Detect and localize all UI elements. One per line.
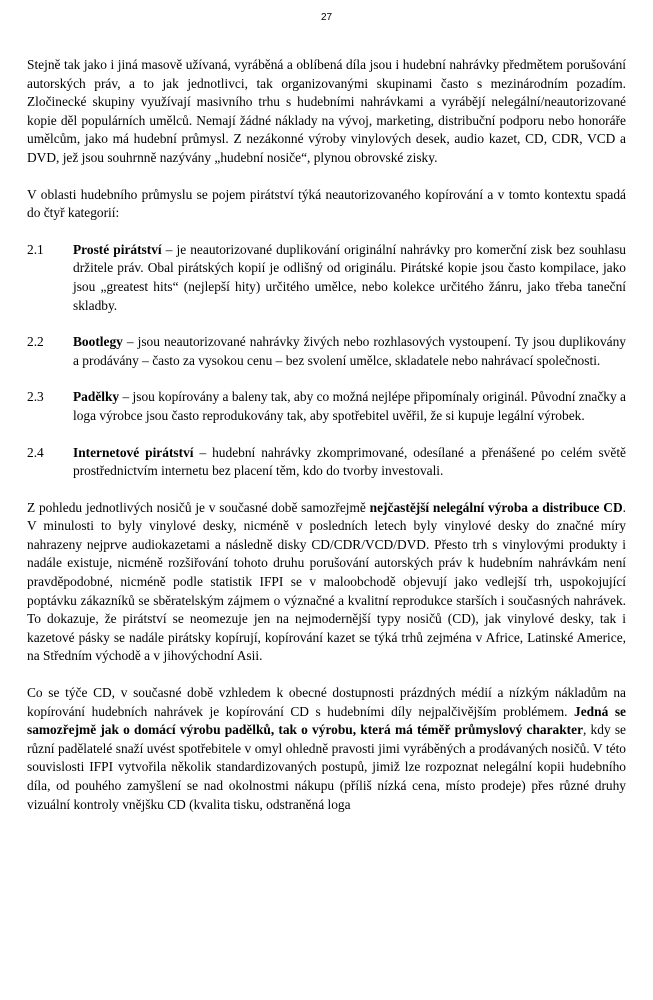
- paragraph-categories: V oblasti hudebního průmyslu se pojem pirátství týká neautorizovaného kopírování a v tomto kontextu spadá do čtyř kategorií:: [27, 186, 626, 221]
- list-item-description: – hudební nahrávky zkomprimované, odesílané a přenášené po celém světě prostřednictvím internetu bez placení těm, kdo do tvorby investovali.: [73, 444, 626, 479]
- list-item-term: Prosté pirátství: [73, 241, 162, 257]
- paragraph-carriers: [27, 499, 626, 666]
- list-item-number: 2.2: [27, 334, 44, 350]
- list-item-description: – jsou kopírovány a baleny tak, aby co možná nejlépe připomínaly originál. Původní značky a loga výrobce jsou často reprodukovány tak, aby spotřebitel uvěřil, že si kupuje legální výrobek.: [73, 389, 626, 423]
- paragraph-carriers-emphasis: nejčastější nelegální výroba a distribuce CD: [369, 499, 623, 515]
- body-text: [27, 56, 626, 814]
- list-item: [27, 241, 626, 315]
- list-item-description: – je neautorizované duplikování originální nahrávky pro komerční zisk bez souhlasu držitele práv. Obal pirátských kopií je odlišný od originálu. Pirátské kopie jsou často kompilace, jako jsou „greatest hits“ (nejlepší hity) určitého umělce, nebo kolekce určitého žánru, jako třeba taneční skladby.: [73, 241, 626, 313]
- paragraph-carriers-start: Z pohledu jednotlivých nosičů je v současné době samozřejmě: [27, 499, 370, 515]
- list-item-number: 2.1: [27, 241, 44, 257]
- paragraph-cd-emphasis: Jedná se samozřejmě jak o domácí výrobu padělků, tak o výrobu, která má téměř průmyslový charakter: [27, 703, 626, 738]
- list-item-text: [73, 241, 626, 315]
- list-item-term: Internetové pirátství: [73, 444, 194, 460]
- paragraph-cd: [27, 684, 626, 814]
- list-item-description: – jsou neautorizované nahrávky živých nebo rozhlasových vystoupení. Ty jsou duplikovány a prodávány – často za vysokou cenu – bez svolení umělce, skladatele nebo nahrávací společnosti.: [73, 334, 626, 368]
- list-item: [27, 444, 626, 481]
- list-item-term: Bootlegy: [73, 334, 123, 350]
- list-item: [27, 388, 626, 425]
- paragraph-intro: Stejně tak jako i jiná masově užívaná, vyráběná a oblíbená díla jsou i hudební nahrávky předmětem porušování autorských práv, a to jak jednotlivci, tak organizovanými skupinami často s mezinárodním pozadím. Zločinecké skupiny využívají masivního trhu s hudebními nahrávkami a vyrábějí nelegální/neautorizované kopie děl populárních umělců. Nemají žádné náklady na vývoj, marketing, distribuční podporu nebo honoráře umělcům, jako má hudební průmysl. Z nezákonné výroby vinylových desek, audio kazet, CD, CDR, VCD a DVD, jež jsou souhrnně nazývány „hudební nosiče“, plynou obrovské zisky.: [27, 57, 626, 165]
- list-item-text: [73, 388, 626, 425]
- list-item-number: 2.3: [27, 389, 44, 405]
- paragraph-cd-end: , kdy se různí padělatelé snaží uvést spotřebitele v omyl ohledně pravosti jimi vyráběných a prodávaných nosičů. V této souvislosti IFPI vytvořila několik standardizovaných postupů, jimiž lze rozpoznat nelegální kopii hudebního díla, od pouhého zamyšlení se nad okolnostmi nákupu (příliš nízká cena, místo prodeje) přes různé druhy vizuální kontroly vnějšku CD (kvalita tisku, odstraněná loga: [27, 722, 626, 812]
- list-item-number: 2.4: [27, 444, 44, 460]
- paragraph-cd-start: Co se týče CD, v současné době vzhledem k obecné dostupnosti prázdných médií a nízkým nákladům na kopírování hudebních nahrávek je kopírování CD s hudebními díly nejpalčivějším problémem.: [27, 685, 626, 719]
- list-item: [27, 333, 626, 370]
- list-item-term: Padělky: [73, 389, 120, 405]
- list-item-text: [73, 333, 626, 370]
- page-number: 27: [320, 12, 333, 23]
- list-item-text: [73, 444, 626, 481]
- paragraph-carriers-end: . V minulosti to byly vinylové desky, nicméně v posledních letech byly vinylové desky do značné míry nahrazeny nejprve audiokazetami a následně disky CD/CDR/VCD/DVD. Přesto trh s vinylovými produkty i nadále existuje, nicméně rozšiřování tohoto druhu porušování autorských práv k hudebním nahrávkám není pravděpodobné, nicméně podle statistik IFPI se v maloobchodě objevují jako vedlejší trh, uspokojující poptávku zákazníků se sběratelským zájmem o význačné a kvalitní reprodukce starších i současných nahrávek. To dokazuje, že pirátství se neomezuje jen na nejmodernější typy nosičů (CD), jak vinylové desky, tak i kazetové pásky se nadále pirátsky kopírují, kopírování kazet se týká trhů zejména v Africe, Latinské Americe, na Středním východě a v jihovýchodní Asii.: [27, 499, 626, 664]
